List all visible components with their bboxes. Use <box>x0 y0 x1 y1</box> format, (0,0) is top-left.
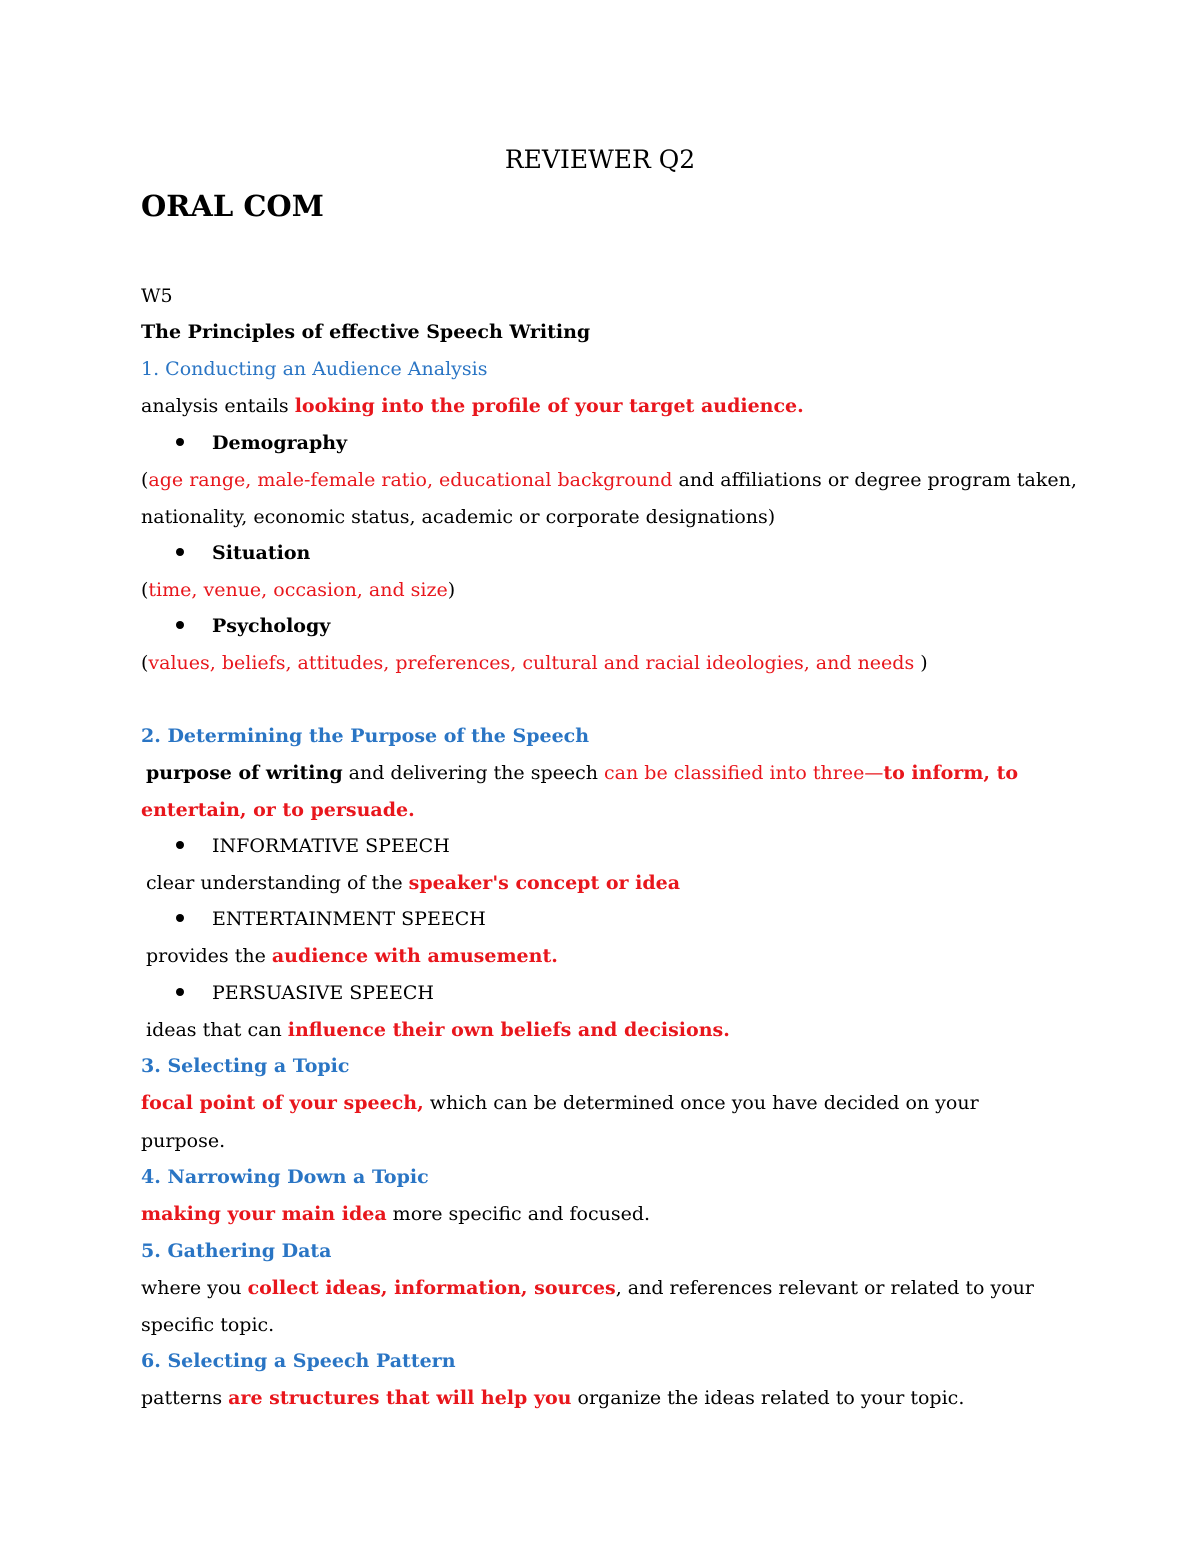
section-heading: The Principles of effective Speech Writing <box>141 321 591 343</box>
situation-text: (time, venue, occasion, and size) <box>141 579 456 601</box>
section-4-text: making your main idea more specific and focused. <box>141 1203 651 1225</box>
week-label: W5 <box>141 285 173 307</box>
bullet-demography: Demography <box>176 431 1176 455</box>
section-5-title: 5. Gathering Data <box>141 1240 332 1262</box>
section-6-title: 6. Selecting a Speech Pattern <box>141 1350 456 1372</box>
demography-text: (age range, male-female ratio, educational background and affiliations or degree program taken, <box>141 469 1077 491</box>
section-3-text-line2: purpose. <box>141 1130 226 1152</box>
section-2-lead-line2: entertain, or to persuade. <box>141 799 415 821</box>
bullet-entertainment: ENTERTAINMENT SPEECH <box>176 907 1176 931</box>
bullet-dot-icon <box>176 988 184 996</box>
section-5-text-line2: specific topic. <box>141 1314 275 1336</box>
bullet-situation: Situation <box>176 541 1176 565</box>
persuasive-text: ideas that can influence their own beliefs and decisions. <box>146 1019 730 1041</box>
subject-heading: ORAL COM <box>141 189 324 223</box>
bullet-dot-icon <box>176 914 184 922</box>
bullet-dot-icon <box>176 621 184 629</box>
bullet-persuasive: PERSUASIVE SPEECH <box>176 981 1176 1005</box>
section-1-lead: analysis entails looking into the profile of your target audience. <box>141 395 804 417</box>
section-2-lead: purpose of writing and delivering the speech can be classified into three—to inform, to <box>146 762 1019 784</box>
section-1-title: 1. Conducting an Audience Analysis <box>141 358 488 380</box>
bullet-dot-icon <box>176 548 184 556</box>
demography-text-line2: nationality, economic status, academic or corporate designations) <box>141 506 776 528</box>
bullet-informative: INFORMATIVE SPEECH <box>176 834 1176 858</box>
section-6-text: patterns are structures that will help you organize the ideas related to your topic. <box>141 1387 965 1409</box>
informative-text: clear understanding of the speaker's concept or idea <box>146 872 681 894</box>
psychology-text: (values, beliefs, attitudes, preferences, cultural and racial ideologies, and needs ) <box>141 652 928 674</box>
section-2-title: 2. Determining the Purpose of the Speech <box>141 725 590 747</box>
bullet-dot-icon <box>176 841 184 849</box>
document-title: REVIEWER Q2 <box>504 145 696 174</box>
entertainment-text: provides the audience with amusement. <box>146 945 558 967</box>
section-4-title: 4. Narrowing Down a Topic <box>141 1166 429 1188</box>
bullet-dot-icon <box>176 438 184 446</box>
bullet-psychology: Psychology <box>176 614 1176 638</box>
section-5-text: where you collect ideas, information, sources, and references relevant or related to your <box>141 1277 1034 1299</box>
section-3-title: 3. Selecting a Topic <box>141 1055 350 1077</box>
section-3-text: focal point of your speech, which can be determined once you have decided on your <box>141 1092 979 1114</box>
